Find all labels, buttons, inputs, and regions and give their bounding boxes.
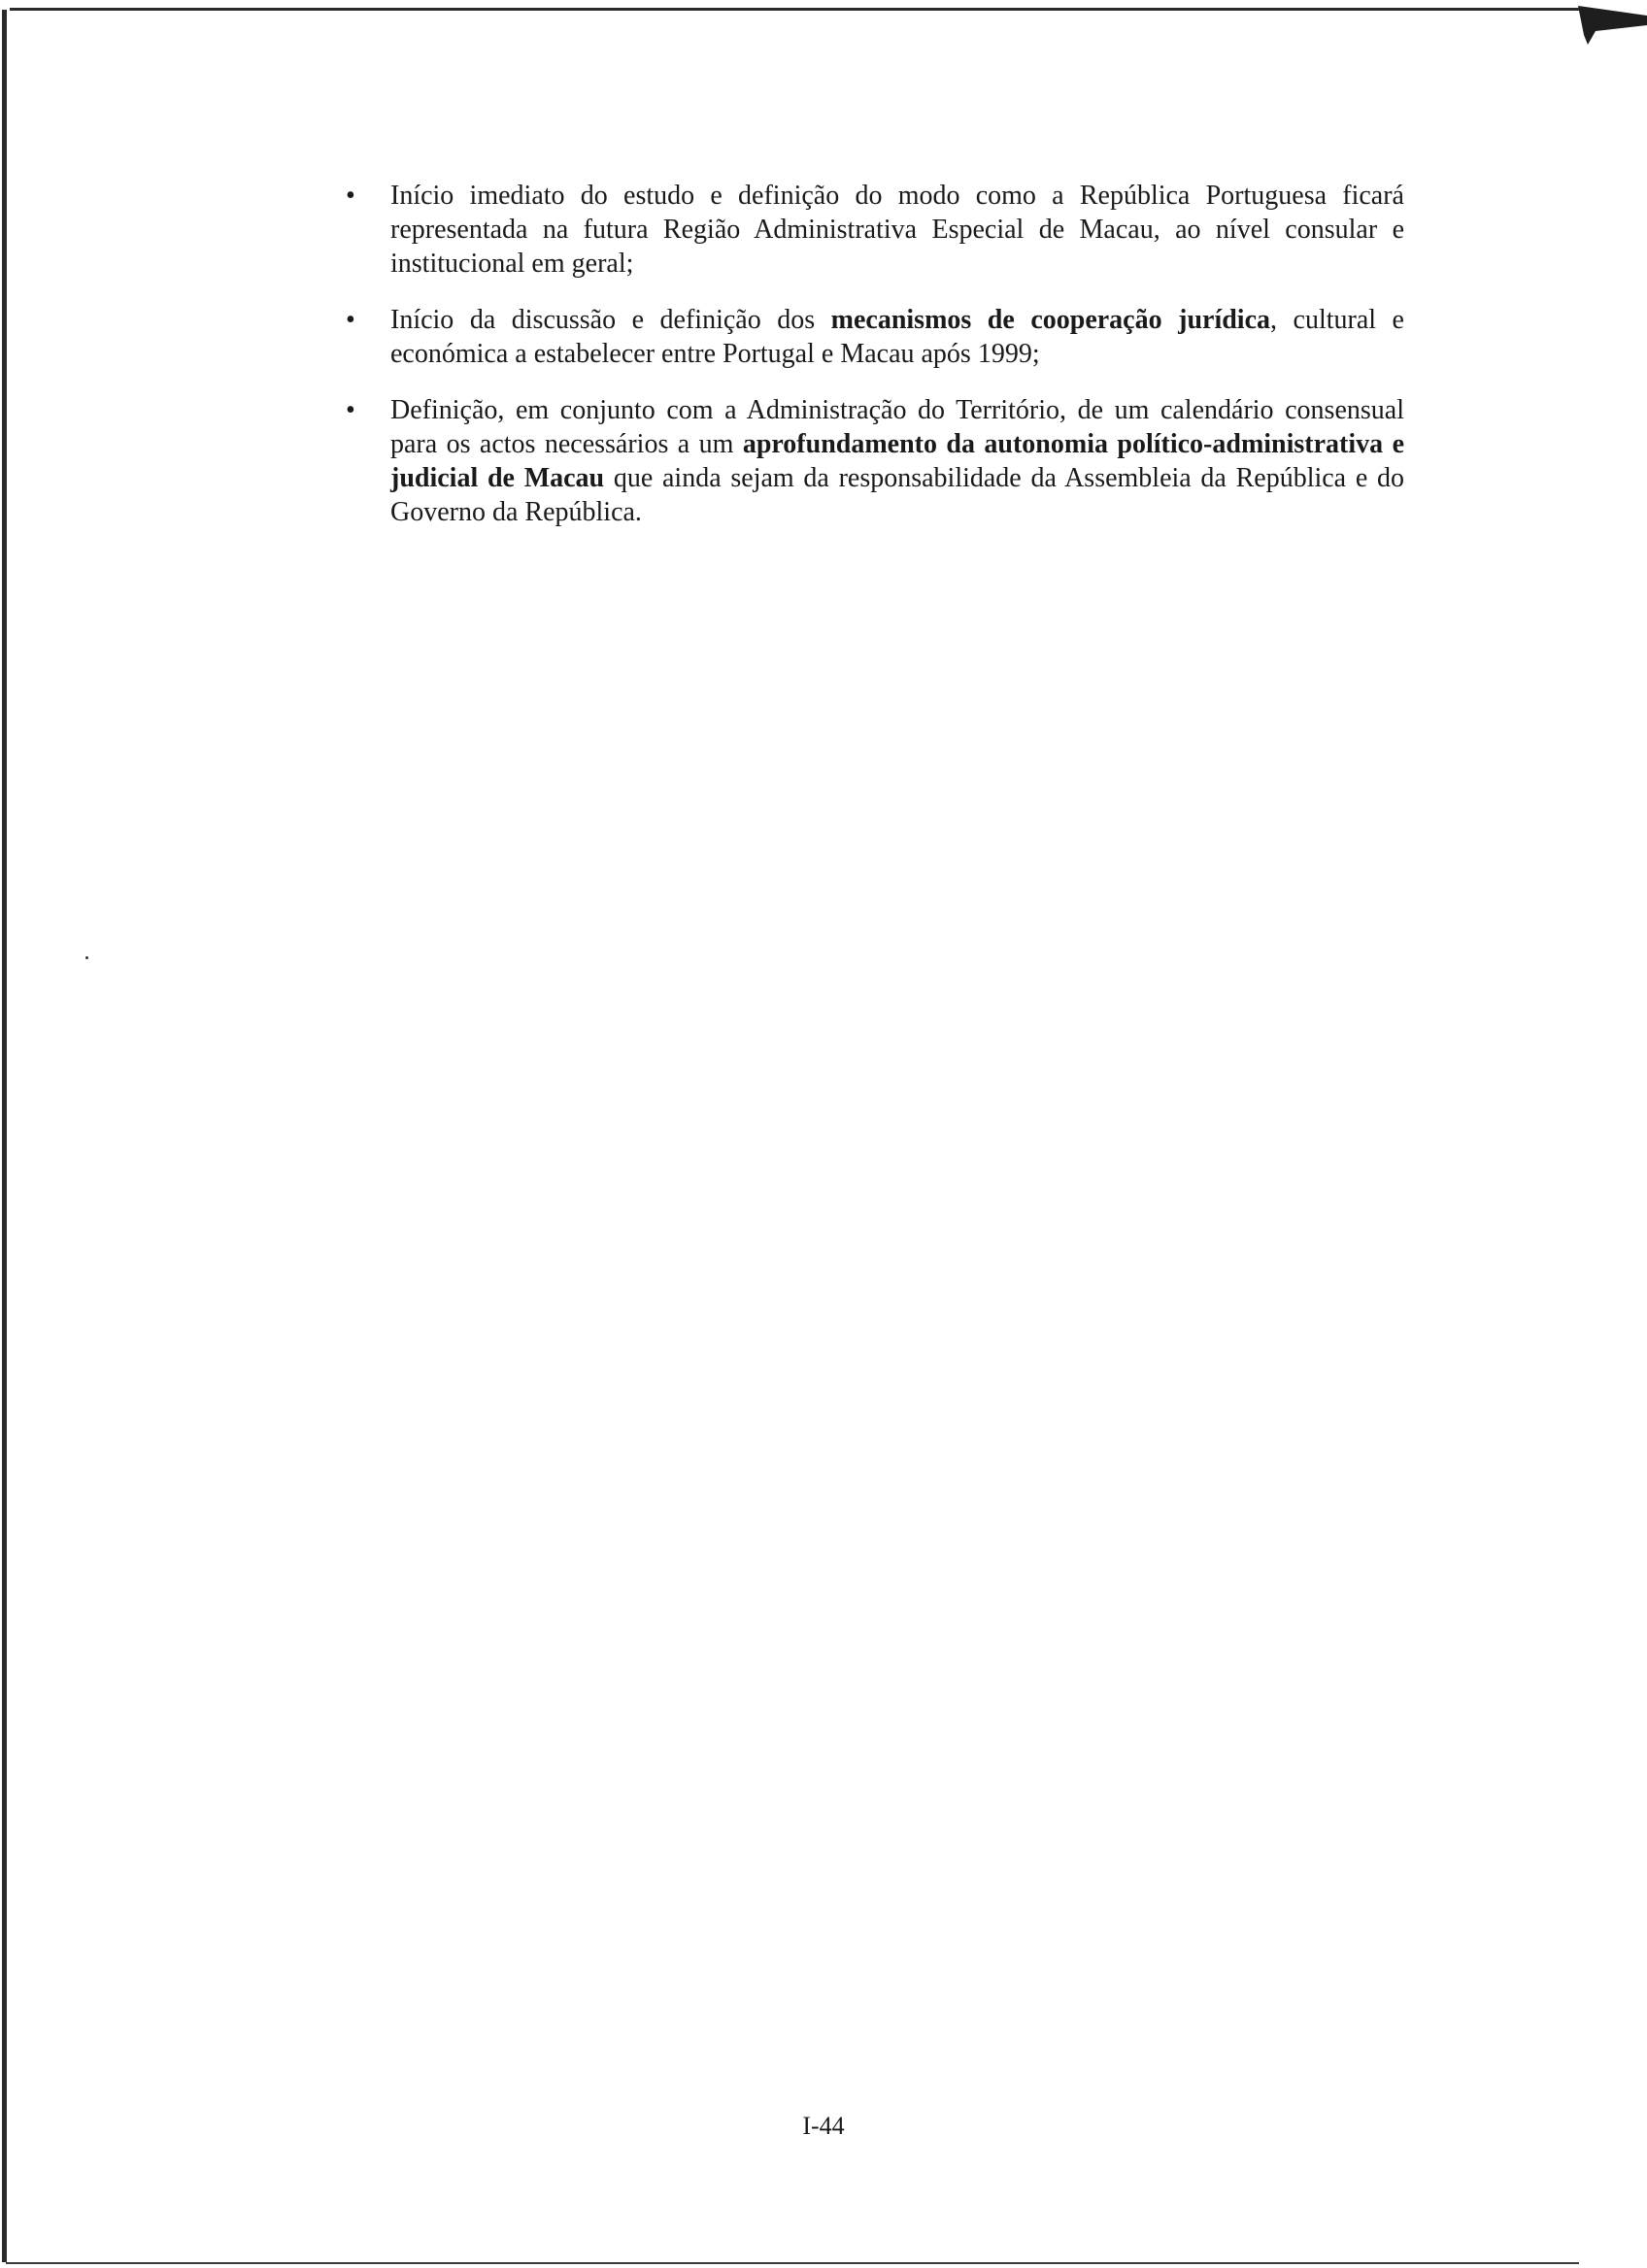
bullet-list: [346, 179, 1404, 551]
scan-speck: [85, 956, 88, 959]
bullet-item-1: [346, 179, 1404, 281]
bullet-text-segment: Início da discussão e definição dos: [390, 305, 831, 335]
bullet-icon: •: [346, 181, 355, 211]
bullet-text-segment: , cultural e económica a estabelecer entre Portugal e Macau após 1999;: [390, 305, 1404, 369]
scan-border-left: [2, 10, 7, 2262]
bullet-text-segment: que ainda sejam da responsabilidade da Assembleia da República e do Governo da República.: [390, 463, 1404, 527]
scan-corner-mark: [1578, 6, 1647, 45]
bullet-text: [390, 305, 1404, 369]
page-number: I-44: [802, 2112, 845, 2140]
scan-border-bottom: [6, 2262, 1579, 2264]
bullet-text: [390, 181, 1404, 279]
bullet-icon: •: [346, 395, 355, 425]
bullet-text-segment: Início imediato do estudo e definição do modo como a República Portuguesa ficará representada na futura Região Administrativa Especial de Macau, ao nível consular e institucional em geral;: [390, 181, 1404, 279]
bullet-text: [390, 395, 1404, 527]
bullet-text-bold-segment: mecanismos de cooperação jurídica: [830, 305, 1270, 335]
scan-border-top: [10, 8, 1583, 11]
bullet-item-3: [346, 393, 1404, 529]
bullet-icon: •: [346, 305, 355, 335]
bullet-text-segment: Definição, em conjunto com a Administração do Território, de um calendário consensual para os actos necessários a um: [390, 395, 1404, 459]
bullet-item-2: [346, 303, 1404, 371]
bullet-text-bold-segment: aprofundamento da autonomia político-administrativa e judicial de Macau: [390, 429, 1404, 493]
